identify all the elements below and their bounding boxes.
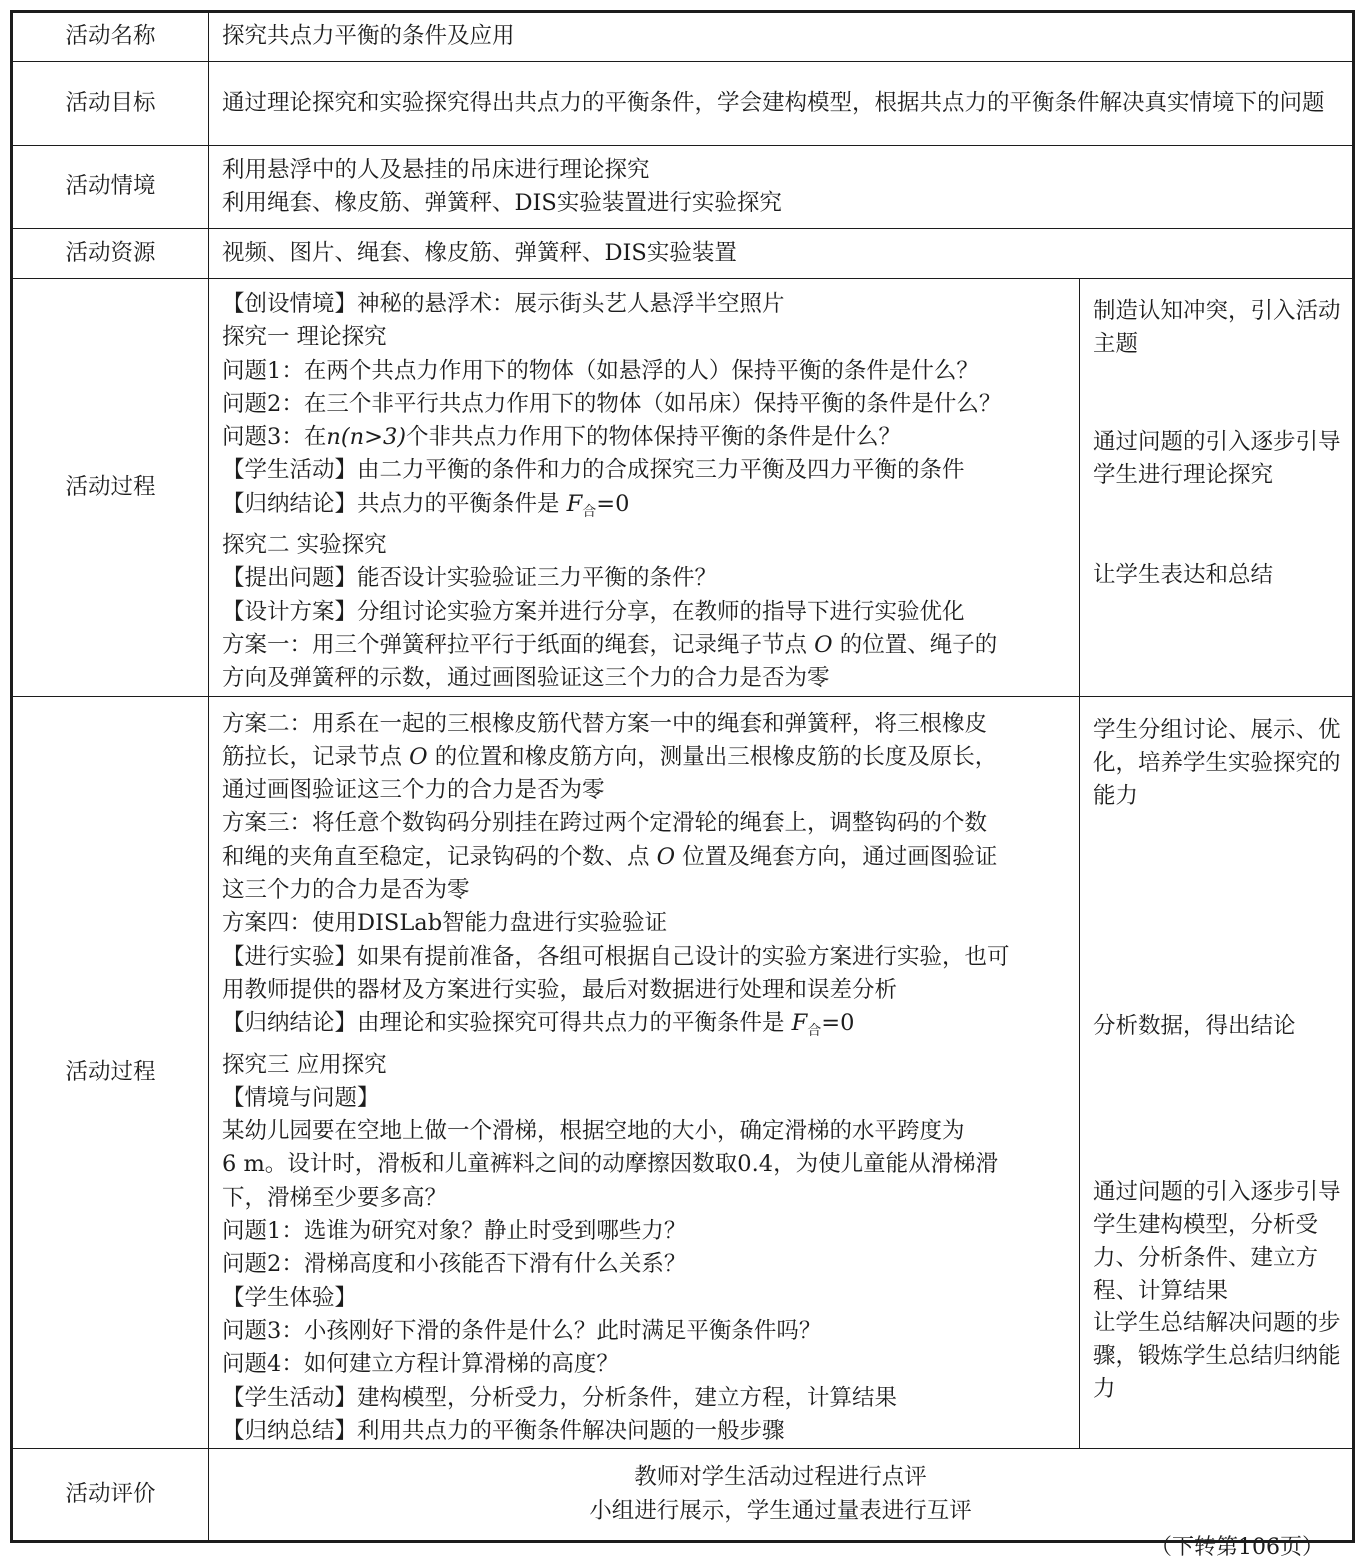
process-line: 方案三：将任意个数钩码分别挂在跨过两个定滑轮的绳套上，调整钩码的个数: [222, 810, 988, 837]
process-line: 【创设情境】神秘的悬浮术：展示街头艺人悬浮半空照片: [222, 291, 785, 317]
label-activity-evaluation: 活动评价: [12, 1449, 209, 1542]
note: 分析数据，得出结论: [1093, 1012, 1296, 1039]
process-line: 方案二：用系在一起的三根橡皮筋代替方案一中的绳套和弹簧秤，将三根橡皮: [222, 710, 988, 737]
process-line: 6 m。设计时，滑板和儿童裤料之间的动摩擦因数取0.4，为使儿童能从滑梯滑: [222, 1151, 999, 1178]
process-line: 【进行实验】如果有提前准备，各组可根据自己设计的实验方案进行实验，也可: [222, 943, 1010, 970]
process-line-question-3: [222, 421, 1066, 454]
process-line: 通过画图验证这三个力的合力是否为零: [222, 777, 605, 804]
process-line: 【情境与问题】: [222, 1084, 380, 1111]
process-line: 问题2：滑梯高度和小孩能否下滑有什么关系？: [222, 1251, 687, 1278]
evaluation-line: 小组进行展示，学生通过量表进行互评: [589, 1497, 972, 1524]
label-activity-context: 活动情境: [12, 146, 209, 229]
process-line: 问题3：小孩刚好下滑的条件是什么？此时满足平衡条件吗？: [222, 1317, 822, 1344]
plan-3-tail: 位置及绳套方向，通过画图验证: [682, 843, 998, 870]
row-activity-resources: [12, 229, 1354, 279]
plan-1-tail: 的位置、绳子的: [839, 631, 998, 658]
process-line: 【提出问题】能否设计实验验证三力平衡的条件？: [222, 565, 718, 592]
note: 让学生表达和总结: [1093, 562, 1274, 588]
formula-sub: 合: [807, 1023, 822, 1040]
row-activity-name: [12, 12, 1354, 62]
process-line: 问题1：选谁为研究对象？静止时受到哪些力？: [222, 1218, 687, 1245]
process-line: 方案四：使用DISLab智能力盘进行实验验证: [222, 910, 668, 937]
label-activity-goal: 活动目标: [12, 62, 209, 146]
q3-expression: n(n>3): [326, 424, 407, 451]
note: 通过问题的引入逐步引导学生建构模型，分析受力、分析条件、建立方程、计算结果: [1093, 1178, 1341, 1305]
process-1-content: [209, 279, 1080, 697]
process-2-notes: [1080, 696, 1354, 1449]
row-activity-process-2: [12, 696, 1354, 1449]
page-continuation-note: （下转第106页）: [1150, 1535, 1324, 1560]
process-line: 【学生活动】由二力平衡的条件和力的合成探究三力平衡及四力平衡的条件: [222, 457, 965, 484]
process-line: 问题1：在两个共点力作用下的物体（如悬浮的人）保持平衡的条件是什么？: [222, 357, 979, 384]
process-line: 【归纳总结】利用共点力的平衡条件解决问题的一般步骤: [222, 1417, 785, 1444]
process-line: 用教师提供的器材及方案进行实验，最后对数据进行处理和误差分析: [222, 976, 898, 1003]
process-line-plan-3: [222, 841, 1066, 874]
note: 制造认知冲突，引入活动主题: [1093, 298, 1341, 358]
activity-context-value: [209, 146, 1354, 229]
row-activity-evaluation: [12, 1449, 1354, 1542]
activity-goal-value: [209, 62, 1354, 146]
formula-sub: 合: [582, 503, 597, 520]
context-line: 利用绳套、橡皮筋、弹簧秤、DIS实验装置进行实验探究: [222, 190, 782, 216]
process-line: 某幼儿园要在空地上做一个滑梯，根据空地的大小，确定滑梯的水平跨度为: [222, 1118, 965, 1145]
formula-f: F: [791, 1010, 808, 1037]
formula-tail: =0: [596, 490, 630, 517]
row-activity-process-1: [12, 279, 1354, 697]
row-activity-context: [12, 146, 1354, 229]
process-2-content: [209, 696, 1080, 1449]
process-1-notes: [1080, 279, 1354, 697]
note: 学生分组讨论、展示、优化，培养学生实验探究的能力: [1093, 716, 1341, 810]
context-line: 利用悬浮中的人及悬挂的吊床进行理论探究: [222, 156, 650, 183]
point-o: O: [409, 743, 428, 770]
process-line: 探究三 应用探究: [222, 1051, 387, 1078]
evaluation-line: 教师对学生活动过程进行点评: [634, 1464, 927, 1491]
activity-name-value: 探究共点力平衡的条件及应用: [209, 12, 1354, 62]
activity-resources-value: 视频、图片、绳套、橡皮筋、弹簧秤、DIS实验装置: [209, 229, 1354, 279]
point-o: O: [656, 843, 676, 870]
process-line: 【设计方案】分组讨论实验方案并进行分享，在教师的指导下进行实验优化: [222, 598, 965, 625]
activity-evaluation-value: [209, 1449, 1354, 1542]
conclusion-text: 【归纳结论】共点力的平衡条件是: [222, 490, 560, 517]
activity-goal-text: 通过理论探究和实验探究得出共点力的平衡条件，学会建构模型，根据共点力的平衡条件解决真实情境下的问题: [222, 89, 1325, 116]
note: 让学生总结解决问题的步骤，锻炼学生总结归纳能力: [1093, 1309, 1341, 1403]
q3-text: 问题3：在: [222, 424, 327, 451]
process-line-plan-1: [222, 629, 1066, 662]
process-line: 探究一 理论探究: [222, 324, 387, 351]
process-line-plan-2: [222, 741, 1066, 774]
process-line: 【学生活动】建构模型，分析受力，分析条件，建立方程，计算结果: [222, 1384, 898, 1411]
formula-tail: =0: [821, 1010, 855, 1037]
label-activity-name: 活动名称: [12, 12, 209, 62]
process-line: 【学生体验】: [222, 1284, 358, 1311]
label-activity-process-1: 活动过程: [12, 279, 209, 697]
process-line-conclusion: [222, 1007, 1066, 1048]
process-line: 探究二 实验探究: [222, 532, 387, 559]
row-activity-goal: [12, 62, 1354, 146]
q3-tail: 个非共点力作用下的物体保持平衡的条件是什么？: [406, 424, 902, 451]
plan-1-text: 方案一：用三个弹簧秤拉平行于纸面的绳套，记录绳子节点: [222, 631, 808, 658]
process-line: 这三个力的合力是否为零: [222, 877, 470, 904]
plan-2-tail: 的位置和橡皮筋方向，测量出三根橡皮筋的长度及原长，: [434, 743, 998, 770]
plan-2-text: 筋拉长，记录节点: [222, 743, 403, 770]
process-line: 下，滑梯至少要多高？: [222, 1184, 448, 1211]
process-line: 问题4：如何建立方程计算滑梯的高度？: [222, 1351, 619, 1378]
activity-design-table: [10, 10, 1355, 1543]
label-activity-resources: 活动资源: [12, 229, 209, 279]
conclusion-text: 【归纳结论】由理论和实验探究可得共点力的平衡条件是: [222, 1010, 785, 1037]
process-line-conclusion: [222, 488, 1066, 529]
formula-f: F: [566, 490, 583, 517]
note: 通过问题的引入逐步引导学生进行理论探究: [1093, 429, 1341, 489]
label-activity-process-2: 活动过程: [12, 696, 209, 1449]
process-line: 方向及弹簧秤的示数，通过画图验证这三个力的合力是否为零: [222, 665, 830, 692]
point-o: O: [814, 631, 833, 658]
plan-3-text: 和绳的夹角直至稳定，记录钩码的个数、点: [222, 843, 650, 870]
process-line: 问题2：在三个非平行共点力作用下的物体（如吊床）保持平衡的条件是什么？: [222, 390, 1002, 417]
